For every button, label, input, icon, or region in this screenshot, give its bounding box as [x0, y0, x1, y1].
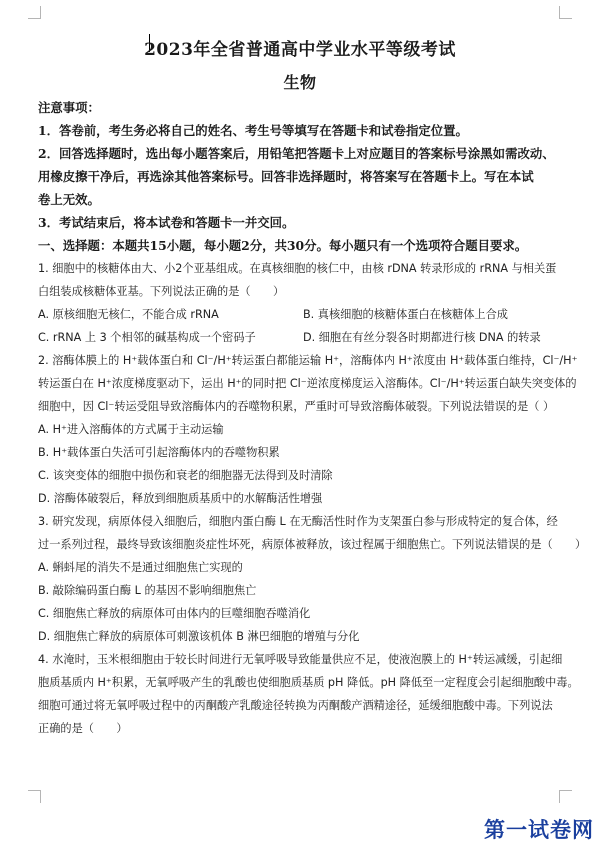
question-3-stem: 3. 研究发现，病原体侵入细胞后，细胞内蛋白酶 L 在无酶活性时作为支架蛋白参与形成特定的复合体，经	[38, 515, 558, 528]
question-4-stem: 细胞可通过将无氧呼吸过程中的丙酮酸产乳酸途径转换为丙酮酸产酒精途径，延缓细胞酸中毒。下列说法	[38, 699, 553, 712]
section-heading: 一、选择题：本题共15小题，每小题2分，共30分。每小题只有一个选项符合题目要求。	[38, 238, 528, 253]
subject-title: 生物	[283, 73, 317, 92]
question-3-stem: 过一系列过程，最终导致该细胞炎症性坏死，病原体被释放，该过程属于细胞焦亡。下列说法错误的是（ ）	[38, 538, 587, 551]
notes-item: 2．回答选择题时，选出每小题答案后，用铅笔把答题卡上对应题目的答案标号涂黑如需改动、	[38, 146, 555, 161]
exam-title: 2023年全省普通高中学业水平等级考试	[144, 40, 456, 60]
question-1-option-c: C. rRNA 上 3 个相邻的碱基构成一个密码子	[38, 331, 256, 344]
notes-item: 1．答卷前，考生务必将自己的姓名、考生号等填写在答题卡和试卷指定位置。	[38, 123, 468, 138]
question-2-option-d: D. 溶酶体破裂后，释放到细胞质基质中的水解酶活性增强	[38, 492, 323, 505]
notes-item: 卷上无效。	[38, 192, 100, 207]
question-1-option-a: A. 原核细胞无核仁，不能合成 rRNA	[38, 308, 219, 321]
question-3-option-d: D. 细胞焦亡释放的病原体可刺激该机体 B 淋巴细胞的增殖与分化	[38, 630, 360, 643]
question-3-option-c: C. 细胞焦亡释放的病原体可由体内的巨噬细胞吞噬消化	[38, 607, 311, 620]
question-1-stem: 1. 细胞中的核糖体由大、小2个亚基组成。在真核细胞的核仁中，由核 rDNA 转录形成的 rRNA 与相关蛋	[38, 262, 557, 275]
question-2-stem: 转运蛋白在 H⁺浓度梯度驱动下，运出 H⁺的同时把 Cl⁻逆浓度梯度运入溶酶体。Cl⁻/H⁺转运蛋白缺失突变体的	[38, 377, 577, 390]
notes-item: 3．考试结束后，将本试卷和答题卡一并交回。	[38, 215, 295, 230]
question-1-option-b: B. 真核细胞的核糖体蛋白在核糖体上合成	[303, 308, 508, 321]
question-1-option-d: D. 细胞在有丝分裂各时期都进行核 DNA 的转录	[303, 331, 541, 344]
question-1-options-row	[38, 307, 568, 323]
question-1-options-row	[38, 330, 568, 346]
question-3-option-a: A. 蝌蚪尾的消失不是通过细胞焦亡实现的	[38, 561, 243, 574]
crop-mark-bottom-right	[559, 790, 572, 803]
question-2-option-a: A. H⁺进入溶酶体的方式属于主动运输	[38, 423, 224, 436]
document-body	[38, 100, 587, 744]
crop-mark-bottom-left	[28, 790, 41, 803]
question-4-stem: 4. 水淹时，玉米根细胞由于较长时间进行无氧呼吸导致能量供应不足，使液泡膜上的 H⁺转运减缓，引起细	[38, 653, 563, 666]
question-2-stem: 细胞中，因 Cl⁻转运受阻导致溶酶体内的吞噬物积累，严重时可导致溶酶体破裂。下列说法错误的是（ ）	[38, 400, 555, 413]
question-4-stem: 正确的是（ ）	[38, 722, 128, 735]
notes-heading: 注意事项：	[38, 100, 100, 115]
crop-mark-top-left	[28, 6, 41, 19]
notes-item: 用橡皮擦干净后，再选涂其他答案标号。回答非选择题时，将答案写在答题卡上。写在本试	[38, 169, 534, 184]
crop-mark-top-right	[559, 6, 572, 19]
question-2-option-b: B. H⁺载体蛋白失活可引起溶酶体内的吞噬物积累	[38, 446, 280, 459]
question-2-stem: 2. 溶酶体膜上的 H⁺载体蛋白和 Cl⁻/H⁺转运蛋白都能运输 H⁺，溶酶体内 H⁺浓度由 H⁺载体蛋白维持，Cl⁻/H⁺	[38, 354, 578, 367]
site-watermark-logo: 第一试卷网	[484, 818, 594, 842]
question-3-option-b: B. 敲除编码蛋白酶 L 的基因不影响细胞焦亡	[38, 584, 257, 597]
question-2-option-c: C. 该突变体的细胞中损伤和衰老的细胞器无法得到及时清除	[38, 469, 333, 482]
question-1-stem: 白组装成核糖体亚基。下列说法正确的是（ ）	[38, 285, 285, 298]
question-4-stem: 胞质基质内 H⁺积累，无氧呼吸产生的乳酸也使细胞质基质 pH 降低。pH 降低至一定程度会引起细胞酸中毒。	[38, 676, 579, 689]
